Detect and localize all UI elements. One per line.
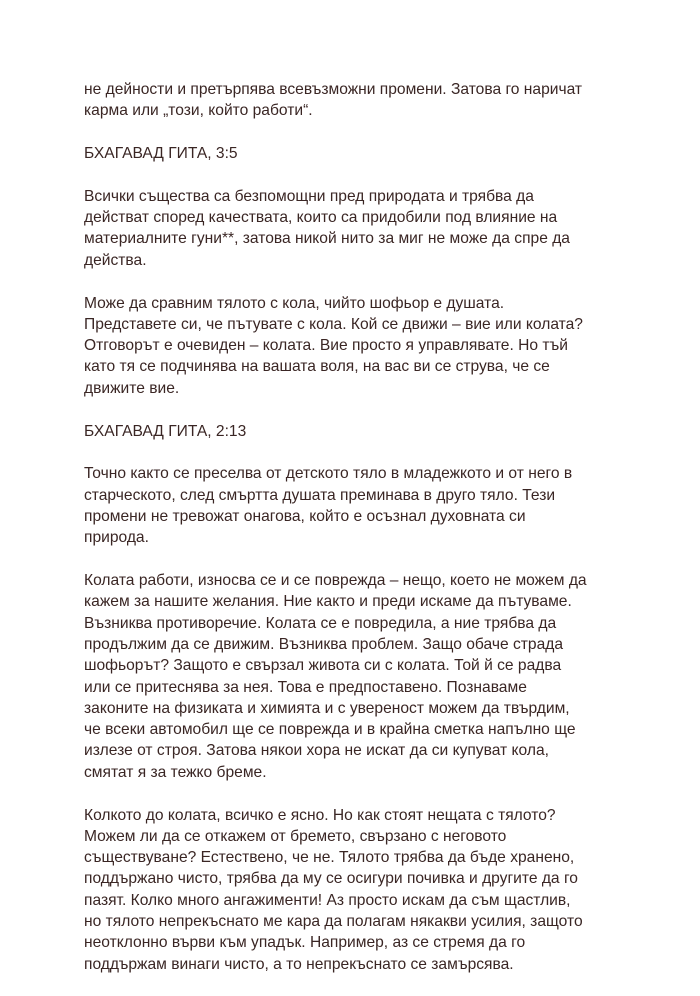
text-line: Отговорът е очевиден – колата. Вие просто я управлявате. Но тъй xyxy=(84,337,568,355)
paragraph xyxy=(84,570,644,783)
paragraph xyxy=(84,79,644,122)
text-line: материалните гуни**, затова никой нито за миг не може да спре да xyxy=(84,230,570,248)
document-page xyxy=(84,79,644,996)
heading-text: БХАГАВАД ГИТА, 3:5 xyxy=(84,145,238,163)
text-line: Може да сравним тялото с кола, чийто шофьор е душата. xyxy=(84,294,505,312)
section-heading xyxy=(84,421,644,442)
paragraph xyxy=(84,293,644,399)
paragraph xyxy=(84,186,644,271)
text-line: като тя се подчинява на вашата воля, на вас ви се струва, че се xyxy=(84,358,550,376)
paragraph xyxy=(84,463,644,548)
text-line: Възниква противоречие. Колата се е повредила, а ние трябва да xyxy=(84,614,557,632)
text-line: но тялото непрекъснато ме кара да полагам някакви усилия, защото xyxy=(84,913,583,930)
text-line: Колкото до колата, всичко е ясно. Но как стоят нещата с тялото? xyxy=(84,806,556,824)
text-line: че всеки автомобил ще се поврежда и в крайна сметка напълно ще xyxy=(84,721,576,739)
text-line: неотклонно върви към упадък. Например, аз се стремя да го xyxy=(84,934,526,952)
text-line: продължим да се движим. Възниква проблем. Защо обаче страда xyxy=(84,635,564,653)
text-line: или се притеснява за нея. Това е предпоставено. Познаваме xyxy=(84,678,527,696)
text-line: действат според качествата, които са придобили под влияние на xyxy=(84,209,558,227)
text-line: Всички същества са безпомощни пред природата и трябва да xyxy=(84,187,534,205)
text-line: съществуване? Естествено, че не. Тялото трябва да бъде хранено, xyxy=(84,849,575,867)
text-line: пазят. Колко много ангажименти! Аз просто искам да съм щастлив, xyxy=(84,891,571,909)
text-line: природа. xyxy=(84,529,149,547)
text-line: кажем за нашите желания. Ние както и преди искаме да пътуваме. xyxy=(84,593,572,611)
text-line: Точно както се преселва от детското тяло в младежкото и от него в xyxy=(84,465,573,483)
text-line: карма или „този, който работи“. xyxy=(84,102,313,120)
paragraph xyxy=(84,805,644,975)
text-line: старческото, след смъртта душата преминава в друго тяло. Тези xyxy=(84,486,556,504)
text-line: излезе от строя. Затова някои хора не искат да си купуват кола, xyxy=(84,742,549,760)
text-line: законите на физиката и химията и с увереност можем да твърдим, xyxy=(84,699,570,717)
text-line: Колата работи, износва се и се поврежда – нещо, което не можем да xyxy=(84,572,587,590)
heading-text: БХАГАВАД ГИТА, 2:13 xyxy=(84,422,247,440)
text-line: не дейности и претърпява всевъзможни промени. Затова го наричат xyxy=(84,81,583,98)
text-line: Можем ли да се откажем от бремето, свързано с неговото xyxy=(84,827,507,845)
section-heading xyxy=(84,143,644,164)
text-line: смятат я за тежко бреме. xyxy=(84,763,267,781)
text-line: движите вие. xyxy=(84,379,180,397)
text-line: действа. xyxy=(84,251,147,269)
text-line: поддържано чисто, трябва да му се осигури почивка и другите да го xyxy=(84,870,578,888)
text-line: шофьорът? Защото е свързал живота си с колата. Той й се радва xyxy=(84,657,562,675)
text-line: Представете си, че пътувате с кола. Кой се движи – вие или колата? xyxy=(84,315,583,333)
text-line: промени не тревожат онагова, който е осъзнал духовната си xyxy=(84,507,526,525)
text-line: поддържам винаги чисто, а то непрекъснато се замърсява. xyxy=(84,955,514,973)
document-body xyxy=(84,79,644,975)
